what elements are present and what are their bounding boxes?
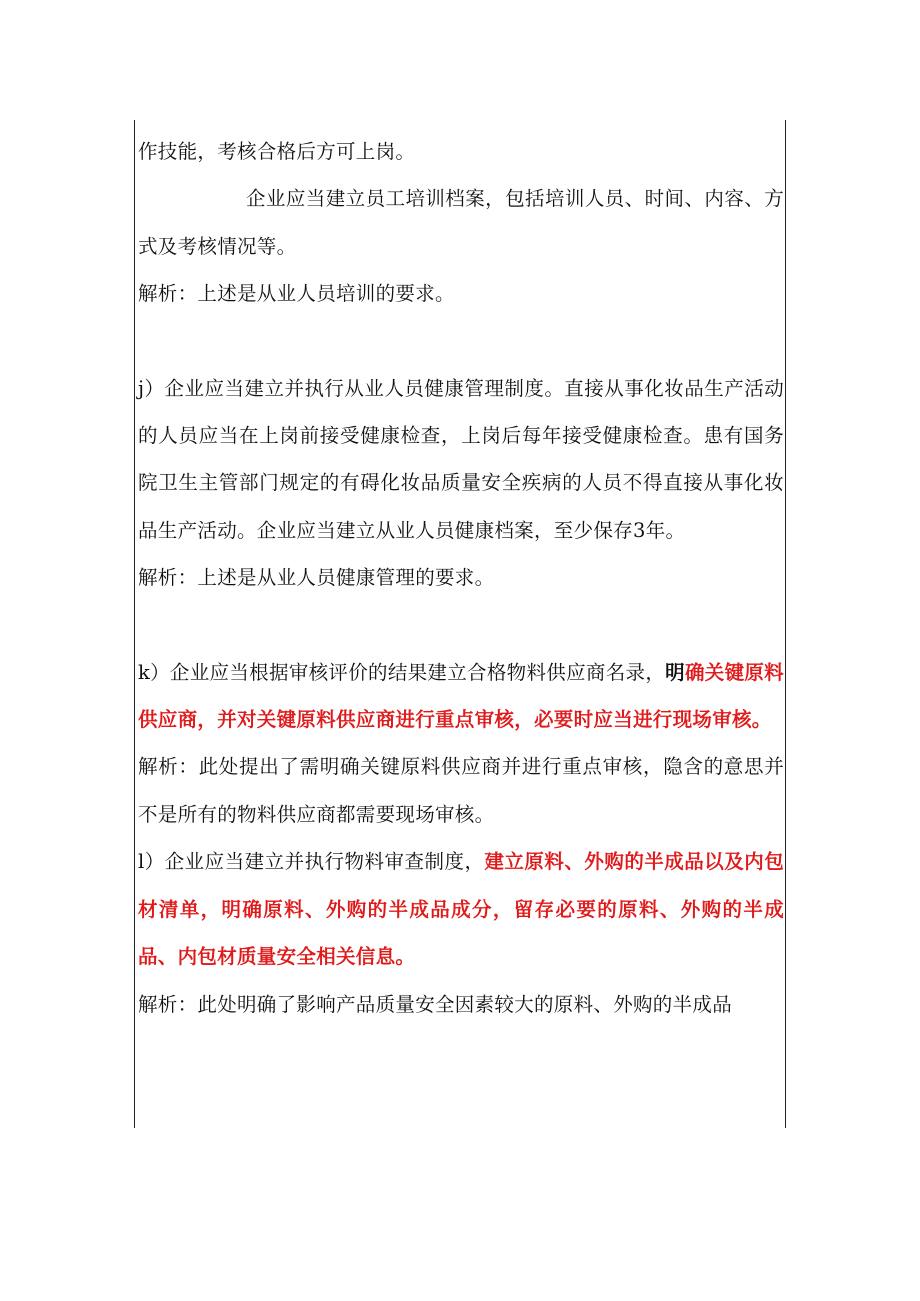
- clause-l-plain-text: l）企业应当建立并执行物料审查制度，: [138, 850, 485, 874]
- paragraph-training-archive: 企业应当建立员工培训档案，包括培训人员、时间、内容、方式及考核情况等。: [138, 187, 784, 258]
- clause-l-highlight-text: 建立原料、外购的半成品以及内包材清单，明确原料、外购的半成品成分，留存必要的原料、外购的半成品、内包材质量安全相关信息。: [138, 850, 784, 969]
- clause-j-health: j）企业应当建立并执行从业人员健康管理制度。直接从事化妆品生产活动的人员应当在上岗前接受健康检查，上岗后每年接受健康检查。患有国务院卫生主管部门规定的有碍化妆品质量安全疾病的人员不得直接从事化妆品生产活动。企业应当建立从业人员健康档案，至少保存3年。: [138, 376, 784, 542]
- clause-k-suppliers: [138, 649, 784, 744]
- paragraph-training-end: 作技能，考核合格后方可上岗。: [138, 140, 416, 163]
- analysis-suppliers: 解析：此处提出了需明确关键原料供应商并进行重点审核，隐含的意思并不是所有的物料供应商都需要现场审核。: [138, 755, 784, 826]
- document-body: [138, 128, 784, 1028]
- analysis-training: 解析：上述是从业人员培训的要求。: [138, 282, 455, 306]
- analysis-health: 解析：上述是从业人员健康管理的要求。: [138, 566, 495, 590]
- clause-k-bold-text: 明: [665, 660, 685, 684]
- table-left-border: [134, 120, 135, 1128]
- analysis-materials: 解析：此处明确了影响产品质量安全因素较大的原料、外购的半成品: [138, 992, 733, 1016]
- clause-k-plain-text: k）企业应当根据审核评价的结果建立合格物料供应商名录，: [138, 660, 666, 684]
- table-right-border: [785, 120, 786, 1128]
- paragraph-spacer: [138, 602, 784, 649]
- clause-k-highlight-text: 确关键原料供应商，并对关键原料供应商进行重点审核，必要时应当进行现场审核。: [138, 660, 784, 732]
- clause-l-materials: [138, 838, 784, 980]
- paragraph-spacer: [138, 318, 784, 365]
